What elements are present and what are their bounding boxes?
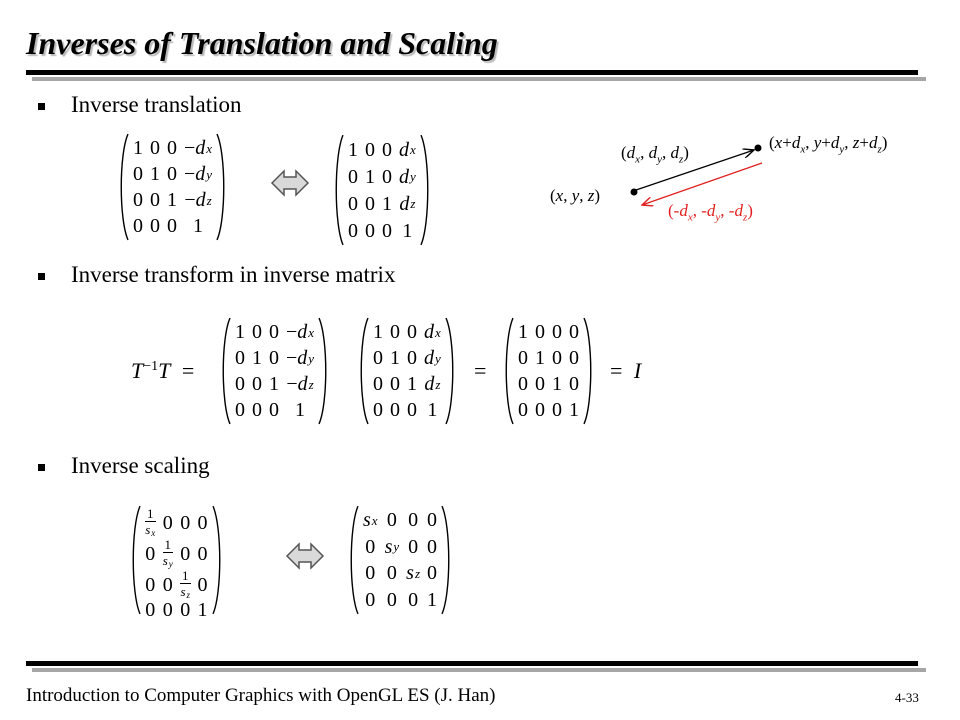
matrix-cell: 0 xyxy=(252,373,262,395)
matrix-cell: 0 xyxy=(365,562,376,585)
matrix-cell: 0 xyxy=(269,321,279,343)
matrix-cell: 0 xyxy=(365,219,375,242)
matrix-cell: 0 xyxy=(167,163,177,185)
left-paren xyxy=(348,505,360,615)
equals-sign: = xyxy=(474,358,487,383)
inverse-translation-matrix xyxy=(118,133,227,241)
matrix-cell: 0 xyxy=(518,373,528,395)
matrix-cell: 1 xyxy=(373,321,383,343)
matrix-cell: 1 xyxy=(382,192,392,215)
matrix-cell: 1 xyxy=(427,399,438,421)
matrix-cell: 1 xyxy=(295,399,306,421)
left-paren xyxy=(118,133,130,241)
matrix-cell: 0 xyxy=(252,399,262,421)
matrix-cell: 1 xyxy=(348,138,358,161)
translation-matrix xyxy=(333,134,431,246)
double-arrow-icon xyxy=(270,168,310,198)
matrix-cell: 0 xyxy=(535,321,545,343)
matrix-cell: 0 xyxy=(167,215,177,237)
bullet-inverse-translation xyxy=(38,92,242,118)
matrix-cell: 0 xyxy=(365,192,375,215)
matrix-cell: 1 xyxy=(193,215,204,237)
equals-sign: = xyxy=(610,358,623,383)
matrix-cell: 0 xyxy=(162,599,173,621)
matrix-cell: 0 xyxy=(569,347,579,369)
matrix-cell: 0 xyxy=(133,189,143,211)
matrix-cell: d y xyxy=(399,165,416,188)
matrix-cell: d x xyxy=(399,138,416,161)
matrix-cell: 0 xyxy=(518,399,528,421)
right-paren xyxy=(419,134,431,246)
matrix-cell: 0 xyxy=(180,542,191,565)
matrix-cell: $\frac{1}{s_z}$ xyxy=(180,568,191,600)
matrix-cell: 1 xyxy=(407,373,417,395)
matrix-cell: 0 xyxy=(269,399,279,421)
matrix-cell: s y xyxy=(384,535,400,558)
matrix-cell: 0 xyxy=(535,373,545,395)
matrix-cell: 0 xyxy=(390,321,400,343)
matrix-cell: 1 xyxy=(269,373,279,395)
left-paren xyxy=(333,134,345,246)
matrix-cell: 0 xyxy=(386,509,397,532)
matrix-cell: 1 xyxy=(427,588,438,611)
matrix-cell: 0 xyxy=(235,347,245,369)
page-number: 4-33 xyxy=(895,690,919,705)
matrix-cell: − d y xyxy=(184,163,213,185)
matrix-cell: 0 xyxy=(145,542,156,565)
matrix-cell: 0 xyxy=(386,562,397,585)
matrix-cell: d x xyxy=(424,321,441,343)
matrix-cell: 0 xyxy=(145,573,156,596)
matrix-cell: 0 xyxy=(518,347,528,369)
matrix-cell: 0 xyxy=(535,399,545,421)
matrix-cell: 1 xyxy=(552,373,562,395)
origin-point xyxy=(631,189,638,196)
title-rule-shadow xyxy=(32,77,926,81)
matrix-cell: 0 xyxy=(382,138,392,161)
equation-rhs xyxy=(610,358,641,384)
matrix-cell: d z xyxy=(424,373,441,395)
double-arrow-icon xyxy=(285,541,325,571)
slide-title: Inverses of Translation and Scaling xyxy=(26,25,498,61)
matrix-cell: $\frac{1}{s_x}$ xyxy=(145,506,156,538)
identity-symbol: I xyxy=(633,358,642,383)
identity-matrix xyxy=(503,317,594,425)
matrix-cell: s z xyxy=(406,562,421,585)
lhs-exponent: −1 xyxy=(143,359,159,374)
matrix-cell: 0 xyxy=(348,192,358,215)
matrix-cell: − d z xyxy=(184,189,212,211)
left-paren xyxy=(503,317,515,425)
matrix-cell: 1 xyxy=(167,189,177,211)
matrix-cell: − d y xyxy=(286,347,315,369)
matrix-cell: 1 xyxy=(197,599,208,621)
matrix-cell: 0 xyxy=(552,347,562,369)
matrix-cell: − d z xyxy=(286,373,314,395)
matrix-cell: 1 xyxy=(365,165,375,188)
lhs-tail-symbol: T xyxy=(158,358,171,383)
matrix-cell: 0 xyxy=(235,373,245,395)
matrix-cell: 0 xyxy=(133,163,143,185)
left-paren xyxy=(130,505,142,615)
bullet-square-icon xyxy=(38,464,45,471)
matrix-cell: 0 xyxy=(427,535,438,558)
matrix-cell: 0 xyxy=(145,599,156,621)
translation-matrix-eq xyxy=(358,317,456,425)
matrix-cell: 0 xyxy=(197,573,208,596)
matrix-cell: 0 xyxy=(133,215,143,237)
inverse-arrow xyxy=(642,163,762,205)
matrix-cell: 0 xyxy=(180,599,191,621)
matrix-cell: 0 xyxy=(150,189,160,211)
matrix-cell: 0 xyxy=(252,321,262,343)
matrix-cell: 0 xyxy=(408,509,419,532)
matrix-cell: 1 xyxy=(150,163,160,185)
matrix-cell: 0 xyxy=(365,588,376,611)
matrix-cell: − d x xyxy=(184,137,213,159)
matrix-cell: 0 xyxy=(197,511,208,534)
matrix-cell: 0 xyxy=(150,137,160,159)
matrix-cell: 0 xyxy=(552,321,562,343)
matrix-cell: 1 xyxy=(235,321,245,343)
bullet-square-icon xyxy=(38,273,45,280)
matrix-cell: d z xyxy=(399,192,416,215)
matrix-cell: 0 xyxy=(408,535,419,558)
matrix-cell: 0 xyxy=(365,535,376,558)
bullet-label: Inverse transform in inverse matrix xyxy=(71,262,396,287)
matrix-cell: − d x xyxy=(286,321,315,343)
matrix-cell: 0 xyxy=(162,573,173,596)
matrix-cell: 0 xyxy=(348,219,358,242)
footer-text: Introduction to Computer Graphics with OpenGL ES (J. Han) xyxy=(26,685,496,706)
matrix-cell: 0 xyxy=(197,542,208,565)
matrix-cell: 0 xyxy=(386,588,397,611)
lhs-symbol: T xyxy=(131,358,144,383)
target-point xyxy=(755,145,762,152)
matrix-cell: 1 xyxy=(518,321,528,343)
matrix-cell: 0 xyxy=(180,511,191,534)
matrix-cell: s x xyxy=(363,509,378,532)
matrix-cell: $\frac{1}{s_y}$ xyxy=(162,537,173,569)
left-paren xyxy=(358,317,370,425)
matrix-cell: 0 xyxy=(162,511,173,534)
matrix-cell: 0 xyxy=(390,399,400,421)
bullet-label: Inverse translation xyxy=(71,92,242,117)
right-paren xyxy=(215,133,227,241)
matrix-cell: 1 xyxy=(569,399,579,421)
matrix-cell: 0 xyxy=(390,373,400,395)
matrix-cell: 0 xyxy=(427,562,438,585)
bullet-label: Inverse scaling xyxy=(71,453,210,478)
matrix-cell: 0 xyxy=(552,399,562,421)
forward-label: ($d_x$, $d_y$, $d_z$) xyxy=(621,143,689,166)
matrix-cell: 0 xyxy=(408,588,419,611)
target-label: ($x+d_x$, $y+d_y$, $z+d_z$) xyxy=(769,133,888,156)
matrix-cell: 0 xyxy=(167,137,177,159)
right-paren xyxy=(211,505,223,615)
inverse-label: ($-d_x$, $-d_y$, $-d_z$) xyxy=(668,201,753,224)
matrix-cell: 0 xyxy=(407,347,417,369)
scaling-matrix xyxy=(348,505,452,615)
right-paren xyxy=(582,317,594,425)
matrix-cell: 0 xyxy=(269,347,279,369)
origin-label: (x, y, z) xyxy=(550,186,601,205)
right-paren xyxy=(444,317,456,425)
equals-sign: = xyxy=(181,358,195,383)
matrix-cell: 0 xyxy=(373,399,383,421)
matrix-cell: 0 xyxy=(373,373,383,395)
matrix-cell: 1 xyxy=(535,347,545,369)
matrix-cell: 0 xyxy=(382,219,392,242)
matrix-cell: 0 xyxy=(427,509,438,532)
right-paren xyxy=(317,317,329,425)
matrix-cell: 0 xyxy=(373,347,383,369)
equation-lhs xyxy=(131,358,194,384)
left-paren xyxy=(220,317,232,425)
footer-rule-shadow xyxy=(32,668,926,672)
matrix-cell: 0 xyxy=(365,138,375,161)
bullet-inverse-scaling xyxy=(38,453,210,479)
matrix-cell: 0 xyxy=(407,399,417,421)
matrix-cell: 0 xyxy=(150,215,160,237)
right-paren xyxy=(440,505,452,615)
matrix-cell: d y xyxy=(424,347,441,369)
title-rule xyxy=(26,70,918,75)
matrix-cell: 0 xyxy=(569,373,579,395)
matrix-cell: 1 xyxy=(402,219,413,242)
matrix-cell: 1 xyxy=(390,347,400,369)
matrix-cell: 1 xyxy=(252,347,262,369)
footer-rule xyxy=(26,661,918,666)
matrix-cell: 0 xyxy=(407,321,417,343)
inverse-translation-matrix-eq xyxy=(220,317,329,425)
inverse-scaling-matrix xyxy=(130,505,223,621)
bullet-inverse-transform xyxy=(38,262,395,288)
matrix-cell: 0 xyxy=(569,321,579,343)
matrix-cell: 0 xyxy=(382,165,392,188)
matrix-cell: 0 xyxy=(235,399,245,421)
matrix-cell: 0 xyxy=(348,165,358,188)
matrix-cell: 1 xyxy=(133,137,143,159)
bullet-square-icon xyxy=(38,103,45,110)
